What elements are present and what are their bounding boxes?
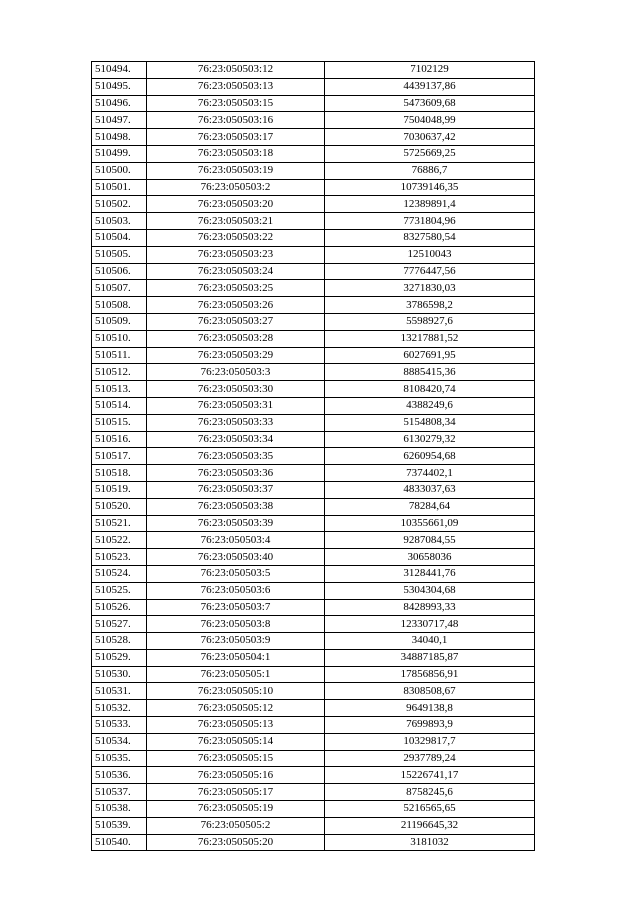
- cadastral-number-cell: 76:23:050503:33: [147, 414, 325, 431]
- table-row: [92, 263, 535, 280]
- table-row: [92, 145, 535, 162]
- cadastral-number-cell: 76:23:050505:19: [147, 801, 325, 818]
- table-row: [92, 683, 535, 700]
- cadastral-value-cell: 2937789,24: [325, 750, 535, 767]
- row-number-cell: 510502.: [92, 196, 147, 213]
- cadastral-number-cell: 76:23:050503:3: [147, 364, 325, 381]
- row-number-cell: 510526.: [92, 599, 147, 616]
- table-row: [92, 498, 535, 515]
- table-row: [92, 196, 535, 213]
- cadastral-number-cell: 76:23:050503:27: [147, 313, 325, 330]
- row-number-cell: 510507.: [92, 280, 147, 297]
- cadastral-value-cell: 34040,1: [325, 633, 535, 650]
- cadastral-number-cell: 76:23:050503:38: [147, 498, 325, 515]
- cadastral-value-cell: 8327580,54: [325, 229, 535, 246]
- table-row: [92, 381, 535, 398]
- cadastral-value-cell: 4833037,63: [325, 481, 535, 498]
- cadastral-number-cell: 76:23:050505:15: [147, 750, 325, 767]
- cadastral-number-cell: 76:23:050503:37: [147, 481, 325, 498]
- cadastral-value-cell: 78284,64: [325, 498, 535, 515]
- cadastral-value-cell: 12510043: [325, 246, 535, 263]
- row-number-cell: 510533.: [92, 717, 147, 734]
- table-row: [92, 616, 535, 633]
- cadastral-number-cell: 76:23:050503:36: [147, 465, 325, 482]
- row-number-cell: 510517.: [92, 448, 147, 465]
- table-row: [92, 666, 535, 683]
- row-number-cell: 510534.: [92, 733, 147, 750]
- cadastral-number-cell: 76:23:050503:17: [147, 129, 325, 146]
- cadastral-value-table: [91, 61, 535, 851]
- cadastral-number-cell: 76:23:050505:14: [147, 733, 325, 750]
- table-row: [92, 431, 535, 448]
- table-row: [92, 347, 535, 364]
- table-row: [92, 179, 535, 196]
- cadastral-number-cell: 76:23:050503:18: [147, 145, 325, 162]
- row-number-cell: 510538.: [92, 801, 147, 818]
- cadastral-value-cell: 5473609,68: [325, 95, 535, 112]
- cadastral-value-cell: 4439137,86: [325, 78, 535, 95]
- table-row: [92, 700, 535, 717]
- table-row: [92, 313, 535, 330]
- table-row: [92, 246, 535, 263]
- row-number-cell: 510520.: [92, 498, 147, 515]
- cadastral-value-cell: 7102129: [325, 62, 535, 79]
- row-number-cell: 510495.: [92, 78, 147, 95]
- table-row: [92, 717, 535, 734]
- table-row: [92, 817, 535, 834]
- row-number-cell: 510537.: [92, 784, 147, 801]
- cadastral-number-cell: 76:23:050505:20: [147, 834, 325, 851]
- cadastral-value-cell: 15226741,17: [325, 767, 535, 784]
- cadastral-value-cell: 12389891,4: [325, 196, 535, 213]
- cadastral-number-cell: 76:23:050503:26: [147, 297, 325, 314]
- row-number-cell: 510499.: [92, 145, 147, 162]
- table-row: [92, 78, 535, 95]
- cadastral-number-cell: 76:23:050505:12: [147, 700, 325, 717]
- cadastral-value-cell: 8308508,67: [325, 683, 535, 700]
- table-row: [92, 733, 535, 750]
- row-number-cell: 510518.: [92, 465, 147, 482]
- cadastral-value-cell: 6260954,68: [325, 448, 535, 465]
- row-number-cell: 510514.: [92, 397, 147, 414]
- cadastral-value-cell: 5304304,68: [325, 582, 535, 599]
- cadastral-number-cell: 76:23:050503:12: [147, 62, 325, 79]
- table-row: [92, 481, 535, 498]
- row-number-cell: 510510.: [92, 330, 147, 347]
- cadastral-value-cell: 7030637,42: [325, 129, 535, 146]
- cadastral-number-cell: 76:23:050503:21: [147, 213, 325, 230]
- cadastral-number-cell: 76:23:050505:2: [147, 817, 325, 834]
- cadastral-number-cell: 76:23:050503:15: [147, 95, 325, 112]
- row-number-cell: 510525.: [92, 582, 147, 599]
- row-number-cell: 510521.: [92, 515, 147, 532]
- cadastral-value-cell: 7699893,9: [325, 717, 535, 734]
- row-number-cell: 510532.: [92, 700, 147, 717]
- row-number-cell: 510506.: [92, 263, 147, 280]
- row-number-cell: 510524.: [92, 565, 147, 582]
- table-row: [92, 565, 535, 582]
- cadastral-value-cell: 10739146,35: [325, 179, 535, 196]
- cadastral-number-cell: 76:23:050503:7: [147, 599, 325, 616]
- cadastral-number-cell: 76:23:050503:39: [147, 515, 325, 532]
- cadastral-value-cell: 3271830,03: [325, 280, 535, 297]
- row-number-cell: 510497.: [92, 112, 147, 129]
- row-number-cell: 510503.: [92, 213, 147, 230]
- table-row: [92, 62, 535, 79]
- cadastral-number-cell: 76:23:050503:34: [147, 431, 325, 448]
- cadastral-value-cell: 9287084,55: [325, 532, 535, 549]
- table-row: [92, 112, 535, 129]
- table-row: [92, 297, 535, 314]
- cadastral-number-cell: 76:23:050503:4: [147, 532, 325, 549]
- row-number-cell: 510516.: [92, 431, 147, 448]
- row-number-cell: 510527.: [92, 616, 147, 633]
- cadastral-value-cell: 7374402,1: [325, 465, 535, 482]
- cadastral-number-cell: 76:23:050503:31: [147, 397, 325, 414]
- row-number-cell: 510540.: [92, 834, 147, 851]
- cadastral-number-cell: 76:23:050503:25: [147, 280, 325, 297]
- row-number-cell: 510512.: [92, 364, 147, 381]
- cadastral-value-cell: 3786598,2: [325, 297, 535, 314]
- row-number-cell: 510513.: [92, 381, 147, 398]
- cadastral-value-cell: 17856856,91: [325, 666, 535, 683]
- cadastral-value-cell: 5216565,65: [325, 801, 535, 818]
- row-number-cell: 510511.: [92, 347, 147, 364]
- cadastral-value-cell: 3128441,76: [325, 565, 535, 582]
- cadastral-number-cell: 76:23:050503:35: [147, 448, 325, 465]
- cadastral-number-cell: 76:23:050503:5: [147, 565, 325, 582]
- row-number-cell: 510519.: [92, 481, 147, 498]
- row-number-cell: 510498.: [92, 129, 147, 146]
- cadastral-value-cell: 7776447,56: [325, 263, 535, 280]
- cadastral-value-cell: 12330717,48: [325, 616, 535, 633]
- table-row: [92, 767, 535, 784]
- cadastral-value-cell: 10329817,7: [325, 733, 535, 750]
- cadastral-number-cell: 76:23:050503:24: [147, 263, 325, 280]
- cadastral-number-cell: 76:23:050504:1: [147, 649, 325, 666]
- table-row: [92, 750, 535, 767]
- table-row: [92, 465, 535, 482]
- cadastral-number-cell: 76:23:050505:17: [147, 784, 325, 801]
- table-row: [92, 364, 535, 381]
- table-row: [92, 129, 535, 146]
- cadastral-number-cell: 76:23:050503:40: [147, 549, 325, 566]
- cadastral-value-cell: 30658036: [325, 549, 535, 566]
- table-row: [92, 95, 535, 112]
- cadastral-value-cell: 76886,7: [325, 162, 535, 179]
- table-row: [92, 784, 535, 801]
- row-number-cell: 510528.: [92, 633, 147, 650]
- cadastral-value-cell: 8428993,33: [325, 599, 535, 616]
- cadastral-value-cell: 4388249,6: [325, 397, 535, 414]
- cadastral-number-cell: 76:23:050503:30: [147, 381, 325, 398]
- cadastral-value-cell: 8758245,6: [325, 784, 535, 801]
- table-row: [92, 414, 535, 431]
- table-row: [92, 582, 535, 599]
- row-number-cell: 510508.: [92, 297, 147, 314]
- cadastral-number-cell: 76:23:050503:9: [147, 633, 325, 650]
- cadastral-value-cell: 13217881,52: [325, 330, 535, 347]
- cadastral-number-cell: 76:23:050503:28: [147, 330, 325, 347]
- cadastral-number-cell: 76:23:050503:2: [147, 179, 325, 196]
- table-row: [92, 229, 535, 246]
- row-number-cell: 510509.: [92, 313, 147, 330]
- cadastral-number-cell: 76:23:050505:10: [147, 683, 325, 700]
- cadastral-value-cell: 7731804,96: [325, 213, 535, 230]
- table-row: [92, 397, 535, 414]
- table-row: [92, 649, 535, 666]
- table-row: [92, 330, 535, 347]
- cadastral-value-cell: 5154808,34: [325, 414, 535, 431]
- cadastral-value-cell: 34887185,87: [325, 649, 535, 666]
- cadastral-number-cell: 76:23:050503:6: [147, 582, 325, 599]
- row-number-cell: 510536.: [92, 767, 147, 784]
- cadastral-number-cell: 76:23:050503:22: [147, 229, 325, 246]
- cadastral-value-cell: 6130279,32: [325, 431, 535, 448]
- cadastral-value-cell: 5725669,25: [325, 145, 535, 162]
- cadastral-number-cell: 76:23:050503:23: [147, 246, 325, 263]
- table-row: [92, 834, 535, 851]
- cadastral-number-cell: 76:23:050503:8: [147, 616, 325, 633]
- table-row: [92, 599, 535, 616]
- table-row: [92, 549, 535, 566]
- cadastral-number-cell: 76:23:050503:16: [147, 112, 325, 129]
- row-number-cell: 510504.: [92, 229, 147, 246]
- row-number-cell: 510529.: [92, 649, 147, 666]
- row-number-cell: 510496.: [92, 95, 147, 112]
- cadastral-value-cell: 21196645,32: [325, 817, 535, 834]
- table-row: [92, 532, 535, 549]
- table-row: [92, 801, 535, 818]
- row-number-cell: 510522.: [92, 532, 147, 549]
- cadastral-value-cell: 3181032: [325, 834, 535, 851]
- cadastral-value-cell: 6027691,95: [325, 347, 535, 364]
- row-number-cell: 510494.: [92, 62, 147, 79]
- cadastral-value-cell: 8108420,74: [325, 381, 535, 398]
- row-number-cell: 510505.: [92, 246, 147, 263]
- row-number-cell: 510501.: [92, 179, 147, 196]
- cadastral-value-cell: 5598927,6: [325, 313, 535, 330]
- table-body: [92, 62, 535, 851]
- cadastral-number-cell: 76:23:050503:13: [147, 78, 325, 95]
- cadastral-number-cell: 76:23:050505:16: [147, 767, 325, 784]
- row-number-cell: 510539.: [92, 817, 147, 834]
- cadastral-number-cell: 76:23:050505:13: [147, 717, 325, 734]
- table-row: [92, 633, 535, 650]
- table-row: [92, 213, 535, 230]
- cadastral-value-cell: 8885415,36: [325, 364, 535, 381]
- table-row: [92, 448, 535, 465]
- cadastral-value-cell: 7504048,99: [325, 112, 535, 129]
- cadastral-number-cell: 76:23:050503:20: [147, 196, 325, 213]
- row-number-cell: 510531.: [92, 683, 147, 700]
- cadastral-number-cell: 76:23:050505:1: [147, 666, 325, 683]
- table-row: [92, 515, 535, 532]
- row-number-cell: 510500.: [92, 162, 147, 179]
- table-row: [92, 280, 535, 297]
- cadastral-value-cell: 10355661,09: [325, 515, 535, 532]
- row-number-cell: 510535.: [92, 750, 147, 767]
- row-number-cell: 510530.: [92, 666, 147, 683]
- row-number-cell: 510515.: [92, 414, 147, 431]
- row-number-cell: 510523.: [92, 549, 147, 566]
- cadastral-value-cell: 9649138,8: [325, 700, 535, 717]
- cadastral-number-cell: 76:23:050503:29: [147, 347, 325, 364]
- cadastral-number-cell: 76:23:050503:19: [147, 162, 325, 179]
- table-row: [92, 162, 535, 179]
